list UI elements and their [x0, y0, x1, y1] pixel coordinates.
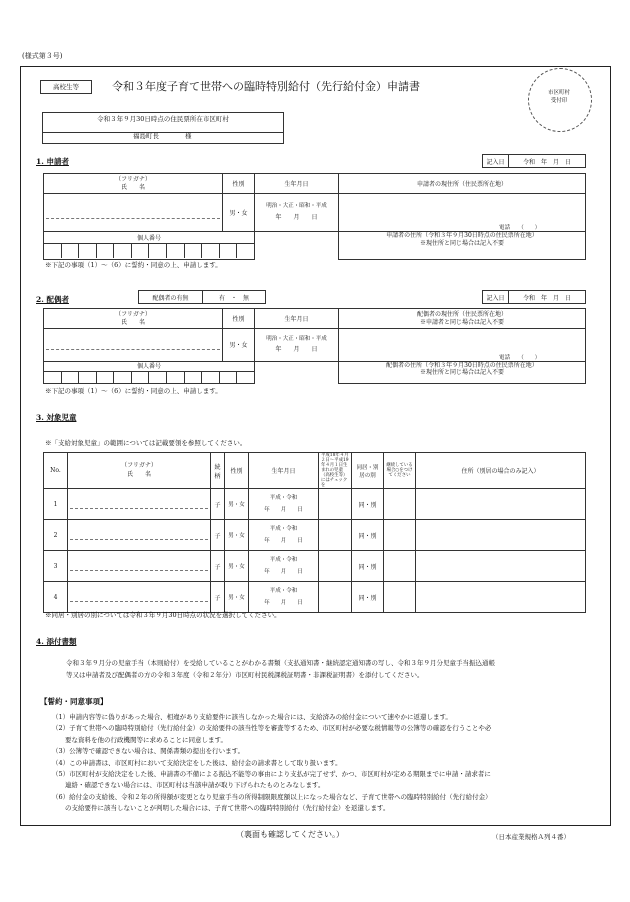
list-item: （5）市区町村が支給決定をした後、申請書の不備による振込不能等の事由により支払が完了せず、かつ、市区町村が定める期限までに申請・請求者に	[52, 770, 491, 779]
col-name: 氏 名	[126, 470, 151, 478]
mynumber-field[interactable]: 個人番号	[44, 361, 255, 383]
birth-field[interactable]: 明治・大正・昭和・平成 年 月 日	[255, 194, 339, 232]
address-field[interactable]: 電話 （ ）	[339, 329, 586, 361]
list-item: （2）子育て世帯への臨時特別給付（先行給付金）の支給要件の該当性等を審査等するため、市区町村が必要な税情報等の公簿等の確認を行うことや必	[52, 724, 492, 733]
spouse-presence-table	[138, 290, 266, 304]
date-label: 記入日	[483, 291, 509, 304]
sec1-pledge-note: ※下記の事項（1）～（6）に誓約・同意の上、申請します。	[45, 261, 222, 269]
list-item: （1）申請内容等に偽りがあった場合、相違があり支給要件に該当しなかった場合には、支給済みの給付金について速やかに返還します。	[52, 713, 452, 721]
address2-field[interactable]: 申請者の住所（令和３年９月30日時点の住民票所在地） ※現住所と同じ場合は記入不要	[339, 232, 586, 260]
section4-title: 4. 添付書類	[36, 637, 77, 646]
child-name-field[interactable]	[68, 582, 211, 613]
section3-title: 3. 対象児童	[36, 413, 77, 422]
furigana-label: （フリガナ）	[115, 310, 151, 318]
table-row: 4 子 男・女 平成・令和 年 月 日 同・別	[44, 582, 586, 613]
list-item: （3）公簿等で確認できない場合は、関係書類の提出を行います。	[52, 747, 245, 756]
spouse-name-field[interactable]	[44, 329, 223, 361]
stamp-label: 市区町村 受付印	[547, 90, 570, 104]
col-cohabitation: 同居・別居の別	[352, 453, 384, 489]
children-table	[43, 452, 586, 613]
address2-field[interactable]: 配偶者の住所（令和３年９月30日時点の住民票所在地） ※現住所と同じ場合は記入不要	[339, 361, 586, 383]
date-label: 記入日	[483, 155, 509, 168]
section1-title: 1. 申請者	[36, 157, 69, 166]
applicant-table	[43, 173, 586, 260]
list-item: 連絡・確認できない場合には、市区町村は当該申請が取り下げられたものとみなします。	[52, 781, 325, 790]
col-furigana: （フリガナ）	[121, 462, 157, 470]
col-highschool-check: 平成18年４月２日～平成19年４月１日生まれの児童（高校生等）にはチェックを	[319, 453, 352, 489]
col-birth: 生年月日	[249, 453, 319, 489]
col-address: 住所（別居の場合のみ記入）	[416, 453, 586, 489]
pledge-title: 【誓約・同意事項】	[40, 697, 108, 706]
birth-label: 生年月日	[255, 309, 339, 329]
gender-label: 性別	[223, 309, 255, 329]
col-no: No.	[44, 453, 68, 489]
list-item: の支給要件に該当しないことが判明した場合には、子育て世帯への臨時特別給付（先行給付金）を返還します。	[52, 804, 390, 813]
col-relation: 続柄	[211, 453, 225, 489]
spouse-address-label: 配偶者の現住所（住民票所在地） ※申請者と同じ場合は記入不要	[339, 309, 586, 329]
child-name-field[interactable]	[68, 489, 211, 520]
addressee-line1: 令和３年９月30日時点の住民票所在市区町村	[97, 115, 229, 123]
gender-label: 性別	[223, 174, 255, 194]
form-title: 令和３年度子育て世帯への臨時特別給付（先行給付金）申請書	[112, 80, 420, 93]
sec1-date-table	[482, 154, 586, 168]
birth-label: 生年月日	[255, 174, 339, 194]
addressee-line2: 福島町長 様	[43, 132, 283, 141]
col-gender: 性別	[225, 453, 249, 489]
table-row: 1 子 男・女 平成・令和 年 月 日 同・別	[44, 489, 586, 520]
sec4-body-2: 等又は申請者及び配偶者の方の令和３年度（令和２年分）市区町村民税課税証明書・非課税証明書）を添付してください。	[66, 671, 424, 679]
sec3-note: ※「支給対象児童」の範囲については記載要領を参照してください。	[45, 439, 247, 447]
pledge-list	[52, 712, 492, 815]
date-field[interactable]: 令和 年 月 日	[509, 155, 586, 168]
table-row: 3 子 男・女 平成・令和 年 月 日 同・別	[44, 551, 586, 582]
name-label: 氏 名	[120, 318, 145, 326]
back-side-note: （裏面も確認してください。）	[236, 830, 344, 839]
sec3-footnote: ※同居・別居の別については令和３年９月30日時点の状況を選択してください。	[45, 611, 281, 619]
table-row: 2 子 男・女 平成・令和 年 月 日 同・別	[44, 520, 586, 551]
applicant-name-field[interactable]	[44, 194, 223, 232]
paper-size-note: （日本産業規格Ａ列４番）	[492, 833, 570, 841]
form-number: (様式第３号)	[22, 52, 63, 60]
spouse-presence-label: 配偶者の有無	[139, 291, 203, 304]
sec2-date-table	[482, 290, 586, 304]
furigana-label: （フリガナ）	[115, 175, 151, 183]
section2-title: 2. 配偶者	[36, 295, 69, 304]
child-name-field[interactable]	[68, 551, 211, 582]
col-continuation: 継続している場合○をつけてください	[384, 453, 416, 489]
sec2-pledge-note: ※下記の事項（1）～（6）に誓約・同意の上、申請します。	[45, 387, 222, 395]
list-item: （6）給付金の支給後、令和２年の所得額が変更となり児童手当の所得制限限度額以上になった場合など、子育て世帯への臨時特別給付（先行給付金）	[52, 792, 492, 801]
spouse-presence-field[interactable]: 有 ・ 無	[203, 291, 266, 304]
mynumber-field[interactable]: 個人番号	[44, 232, 255, 260]
address-field[interactable]: 電話 （ ）	[339, 194, 586, 232]
gender-field[interactable]: 男・女	[223, 329, 255, 361]
addressee-box	[42, 112, 284, 144]
list-item: （4）この申請書は、市区町村において支給決定をした後は、給付金の請求書として取り扱います。	[52, 758, 342, 767]
category-badge: 高校生等	[40, 80, 92, 94]
child-name-field[interactable]	[68, 520, 211, 551]
address-label: 申請者の現住所（住民票所在地）	[339, 174, 586, 194]
name-label: 氏 名	[120, 183, 145, 191]
sec4-body-1: 令和３年９月分の児童手当（本則給付）を受給していることがわかる書類（支払通知書・継続認定通知書の写し、令和３年９月分児童手当振込通帳	[66, 659, 495, 667]
birth-field[interactable]: 明治・大正・昭和・平成 年 月 日	[255, 329, 339, 361]
date-field[interactable]: 令和 年 月 日	[509, 291, 586, 304]
gender-field[interactable]: 男・女	[223, 194, 255, 232]
list-item: 要な資料を他の行政機関等に求めることに同意します。	[52, 735, 227, 744]
spouse-table	[43, 308, 586, 384]
